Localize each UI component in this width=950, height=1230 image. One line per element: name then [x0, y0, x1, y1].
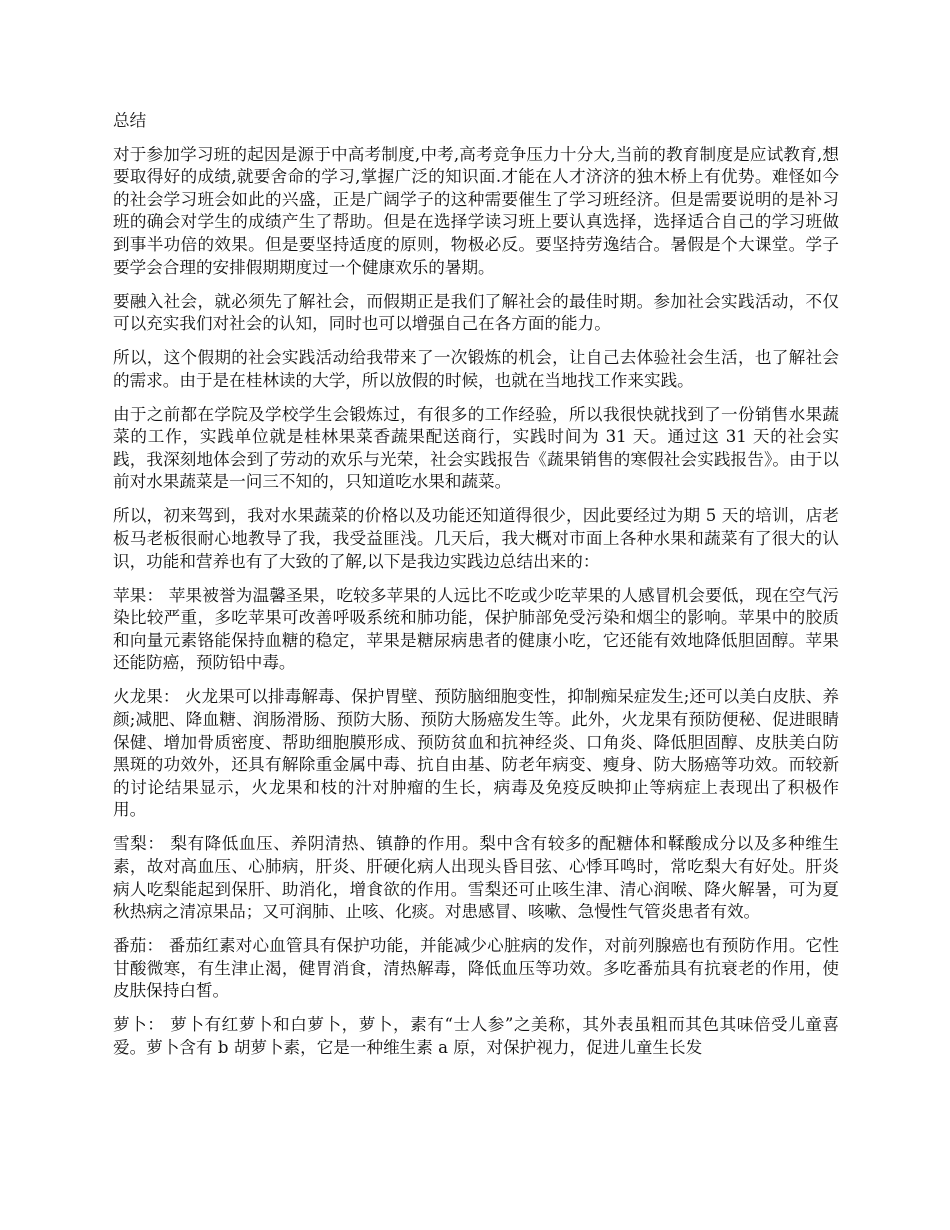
paragraph-radish: 萝卜： 萝卜有红萝卜和白萝卜，萝卜，素有“士人参”之美称，其外表虽粗而其色其味倍受儿童喜爱。萝卜含有 b 胡萝卜素，它是一种维生素 a 原，对保护视力，促进儿童生长发: [113, 1015, 839, 1057]
document-title: 总结: [113, 111, 147, 130]
document-page: [113, 110, 839, 1071]
paragraph-dragon-fruit: 火龙果： 火龙果可以排毒解毒、保护胃壁、预防脑细胞变性，抑制痴呆症发生;还可以美白皮肤、养颜;减肥、降血糖、润肠滑肠、预防大肠、预防大肠癌发生等。此外，火龙果有预防便秘、促进眼睛保健、增加骨质密度、帮助细胞膜形成、预防贫血和抗神经炎、口角炎、降低胆固醇、皮肤美白防黑斑的功效外，还具有解除重金属中毒、抗自由基、防老年病变、瘦身、防大肠癌等功效。而较新的讨论结果显示，火龙果和枝的汁对肿瘤的生长，病毒及免疫反映抑止等病症上表现出了积极作用。: [113, 687, 839, 820]
paragraph-apple: 苹果： 苹果被誉为温馨圣果，吃较多苹果的人远比不吃或少吃苹果的人感冒机会要低，现在空气污染比较严重，多吃苹果可改善呼吸系统和肺功能，保护肺部免受污染和烟尘的影响。苹果中的胶质和向量元素铬能保持血糖的稳定，苹果是糖尿病患者的健康小吃，它还能有效地降低胆固醇。苹果还能防癌，预防铅中毒。: [113, 585, 839, 673]
paragraph: 所以，初来驾到，我对水果蔬菜的价格以及功能还知道得很少，因此要经过为期 5 天的培训，店老板马老板很耐心地教导了我，我受益匪浅。几天后，我大概对市面上各种水果和蔬菜有了很大的认识，功能和营养也有了大致的了解,以下是我边实践边总结出来的：: [113, 506, 839, 571]
paragraph: 要融入社会，就必须先了解社会，而假期正是我们了解社会的最佳时期。参加社会实践活动，不仅可以充实我们对社会的认知，同时也可以增强自己在各方面的能力。: [113, 291, 839, 334]
paragraph-tomato: 番茄： 番茄红素对心血管具有保护功能，并能减少心脏病的发作，对前列腺癌也有预防作用。它性甘酸微寒，有生津止渴，健胃消食，清热解毒，降低血压等功效。多吃番茄具有抗衰老的作用，使皮肤保持白皙。: [113, 936, 839, 1001]
paragraph: 所以，这个假期的社会实践活动给我带来了一次锻炼的机会，让自己去体验社会生活，也了解社会的需求。由于是在桂林读的大学，所以放假的时候，也就在当地找工作来实践。: [113, 348, 839, 390]
paragraph: 对于参加学习班的起因是源于中高考制度,中考,高考竞争压力十分大,当前的教育制度是应试教育,想要取得好的成绩,就要舍命的学习,掌握广泛的知识面.才能在人才济济的独木桥上有优势。难怪如今的社会学习班会如此的兴盛，正是广阔学子的这种需要催生了学习班经济。但是需要说明的是补习班的确会对学生的成绩产生了帮助。但是在选择学读习班上要认真选择，选择适合自己的学习班做到事半功倍的效果。但是要坚持适度的原则，物极必反。要坚持劳逸结合。暑假是个大课堂。学子要学会合理的安排假期期度过一个健康欢乐的暑期。: [113, 144, 839, 277]
paragraph-pear: 雪梨： 梨有降低血压、养阴清热、镇静的作用。梨中含有较多的配糖体和鞣酸成分以及多种维生素，故对高血压、心肺病，肝炎、肝硬化病人出现头昏目弦、心悸耳鸣时，常吃梨大有好处。肝炎病人吃梨能起到保肝、助消化，增食欲的作用。雪梨还可止咳生津、清心润喉、降火解暑，可为夏秋热病之清凉果品；又可润肺、止咳、化痰。对患感冒、咳嗽、急慢性气管炎患者有效。: [113, 834, 839, 922]
paragraph: 由于之前都在学院及学校学生会锻炼过，有很多的工作经验，所以我很快就找到了一份销售水果蔬菜的工作，实践单位就是桂林果菜香蔬果配送商行，实践时间为 31 天。通过这 31 天的社会实践，我深刻地体会到了劳动的欢乐与光荣，社会实践报告《蔬果销售的寒假社会实践报告》。由于以前对水果蔬菜是一问三不知的，只知道吃水果和蔬菜。: [113, 404, 839, 492]
